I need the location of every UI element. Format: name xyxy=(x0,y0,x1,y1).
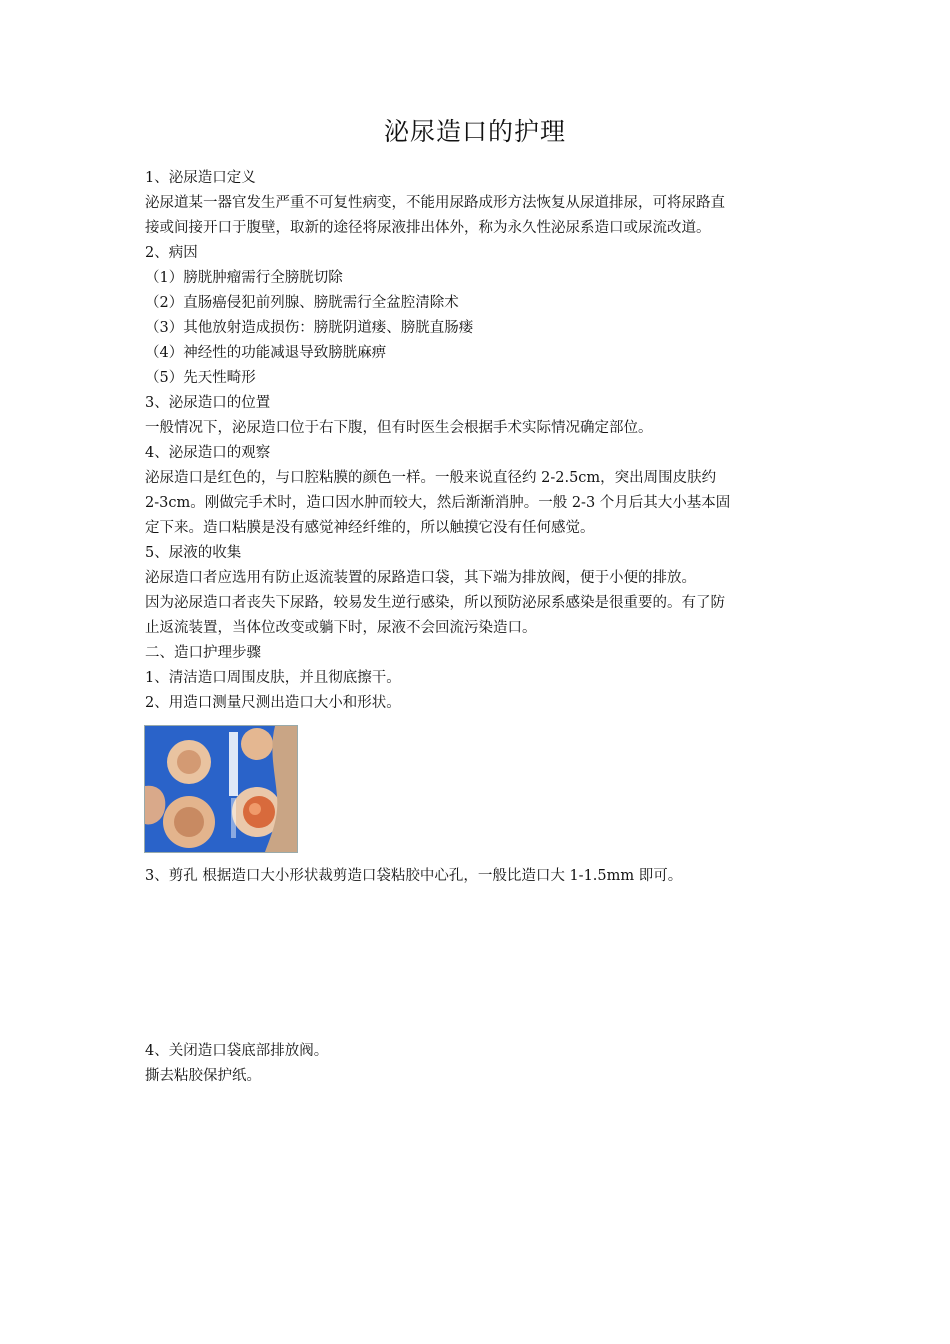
text-line-9: （5）先天性畸形 xyxy=(145,370,256,386)
stoma-measuring-photo-art xyxy=(145,726,297,852)
text-line-18: 因为泌尿造口者丧失下尿路，较易发生逆行感染，所以预防泌尿系感染是很重要的。有了防 xyxy=(145,595,725,611)
text-line-2: 泌尿道某一器官发生严重不可复性病变，不能用尿路成形方法恢复从尿道排尿，可将尿路直 xyxy=(145,195,725,211)
text-line-17: 泌尿造口者应选用有防止返流装置的尿路造口袋，其下端为排放阀，便于小便的排放。 xyxy=(145,570,696,586)
text-line-5: （1）膀胱肿瘤需行全膀胱切除 xyxy=(145,270,343,286)
text-line-3: 接或间接开口于腹壁，取新的途径将尿液排出体外，称为永久性泌尿系造口或尿流改道。 xyxy=(145,220,711,236)
text-line-25: 撕去粘胶保护纸。 xyxy=(145,1068,261,1084)
text-line-23: 3、剪孔 根据造口大小形状裁剪造口袋粘胶中心孔，一般比造口大 1-1.5mm 即可。 xyxy=(145,868,683,884)
text-line-8: （4）神经性的功能减退导致膀胱麻痹 xyxy=(145,345,387,361)
text-line-12: 4、泌尿造口的观察 xyxy=(145,445,271,461)
text-line-11: 一般情况下，泌尿造口位于右下腹，但有时医生会根据手术实际情况确定部位。 xyxy=(145,420,653,436)
text-line-16: 5、尿液的收集 xyxy=(145,545,242,561)
text-line-19: 止返流装置，当体位改变或躺下时，尿液不会回流污染造口。 xyxy=(145,620,537,636)
text-line-1: 1、泌尿造口定义 xyxy=(145,170,256,186)
text-line-22: 2、用造口测量尺测出造口大小和形状。 xyxy=(145,695,401,711)
text-line-6: （2）直肠癌侵犯前列腺、膀胱需行全盆腔清除术 xyxy=(145,295,459,311)
text-line-21: 1、清洁造口周围皮肤，并且彻底擦干。 xyxy=(145,670,401,686)
text-line-20: 二、造口护理步骤 xyxy=(145,645,261,661)
text-line-14: 2-3cm。刚做完手术时，造口因水肿而较大，然后渐渐消肿。一般 2-3 个月后其大小基本固 xyxy=(145,495,731,511)
page-title: 泌尿造口的护理 xyxy=(383,117,566,146)
text-line-13: 泌尿造口是红色的，与口腔粘膜的颜色一样。一般来说直径约 2-2.5cm，突出周围皮肤约 xyxy=(145,470,717,486)
text-line-24: 4、关闭造口袋底部排放阀。 xyxy=(145,1043,329,1059)
text-line-7: （3）其他放射造成损伤：膀胱阴道瘘、膀胱直肠瘘 xyxy=(145,320,474,336)
text-line-10: 3、泌尿造口的位置 xyxy=(145,395,271,411)
stoma-measuring-photo xyxy=(144,725,298,853)
text-line-4: 2、病因 xyxy=(145,245,198,261)
text-line-15: 定下来。造口粘膜是没有感觉神经纤维的，所以触摸它没有任何感觉。 xyxy=(145,520,595,536)
